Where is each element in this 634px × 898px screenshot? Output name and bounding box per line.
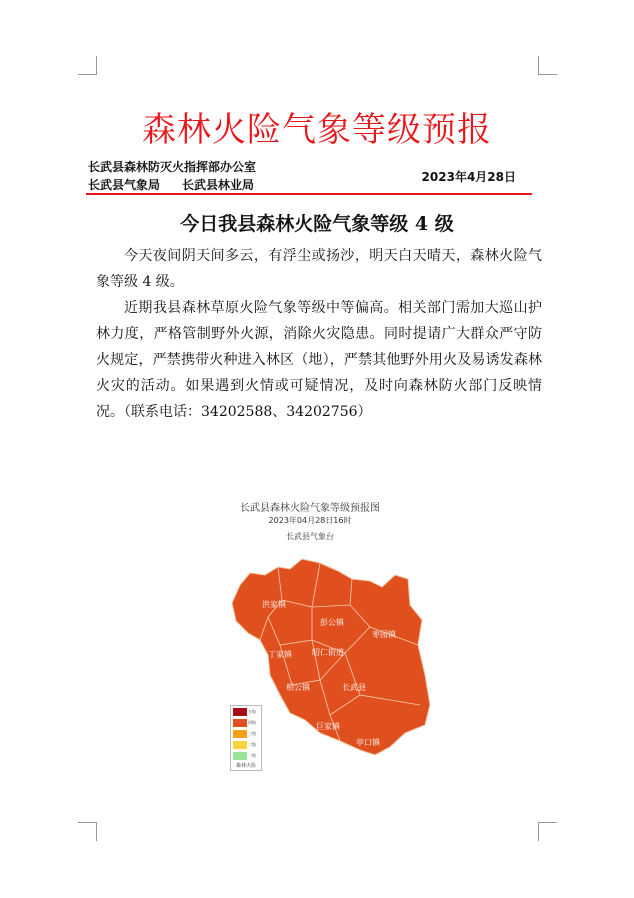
crop-mark-bottom-right xyxy=(538,822,557,841)
fire-risk-legend xyxy=(230,705,262,771)
town-label-8: 巨家镇 xyxy=(316,722,340,731)
legend-label: 三级 xyxy=(248,731,256,736)
paragraph-advice: 近期我县森林草原火险气象等级中等偏高。相关部门需加大巡山护林力度，严格管制野外火源，消除火灾隐患。同时提请广大群众严守防火规定，严禁携带火种进入林区（地），严禁其他野外用火及易诱发森林火灾的活动。如果遇到火情或可疑情况，及时向森林防火部门反映情况。（联系电话：34202588、34202756） xyxy=(96,300,542,420)
header-divider xyxy=(86,193,532,195)
legend-swatch xyxy=(233,741,247,749)
town-label-7: 长武县 xyxy=(342,683,366,692)
town-label-6: 相公镇 xyxy=(286,683,310,692)
town-label-4: 丁家镇 xyxy=(268,650,292,659)
town-label-5: 昭仁街道 xyxy=(312,648,344,657)
legend-label: 四级 xyxy=(248,720,256,725)
legend-row-4 xyxy=(231,718,261,728)
issuer-line-1: 长武县森林防灭火指挥部办公室 xyxy=(88,160,257,174)
map-title: 长武县森林火险气象等级预报图 xyxy=(240,503,380,514)
town-label-3: 枣园镇 xyxy=(372,630,396,639)
document-title: 森林火险气象等级预报 xyxy=(142,110,492,150)
legend-row-3 xyxy=(231,729,261,739)
legend-swatch xyxy=(233,708,247,716)
legend-row-1 xyxy=(231,751,261,761)
legend-swatch xyxy=(233,752,247,760)
town-label-1: 洪家镇 xyxy=(262,600,286,609)
legend-label: 五级 xyxy=(248,709,256,714)
map-time: 2023年04月28日16时 xyxy=(268,516,352,525)
legend-label: 一级 xyxy=(248,753,256,758)
map-source: 长武县气象台 xyxy=(286,532,334,541)
paragraph-weather: 今天夜间阴天间多云，有浮尘或扬沙，明天白天晴天，森林火险气象等级 4 级。 xyxy=(96,248,542,290)
legend-caption: 森林火险 xyxy=(235,763,256,769)
legend-row-2 xyxy=(231,740,261,750)
town-label-9: 亭口镇 xyxy=(356,738,380,747)
issuer-line-2 xyxy=(88,176,254,193)
crop-mark-top-left xyxy=(78,56,97,75)
legend-label: 二级 xyxy=(248,742,256,747)
issue-date: 2023年4月28日 xyxy=(421,170,516,184)
town-label-2: 彭公镇 xyxy=(320,618,344,627)
legend-swatch xyxy=(233,719,247,727)
legend-swatch xyxy=(233,730,247,738)
forecast-body xyxy=(96,243,542,425)
forecast-subtitle: 今日我县森林火险气象等级 4 级 xyxy=(180,213,454,235)
crop-mark-top-right xyxy=(538,56,557,75)
issuer-forestry-bureau: 长武县林业局 xyxy=(182,178,255,192)
issuer-weather-bureau: 长武县气象局 xyxy=(88,178,161,192)
crop-mark-bottom-left xyxy=(78,822,97,841)
legend-row-5 xyxy=(231,707,261,717)
